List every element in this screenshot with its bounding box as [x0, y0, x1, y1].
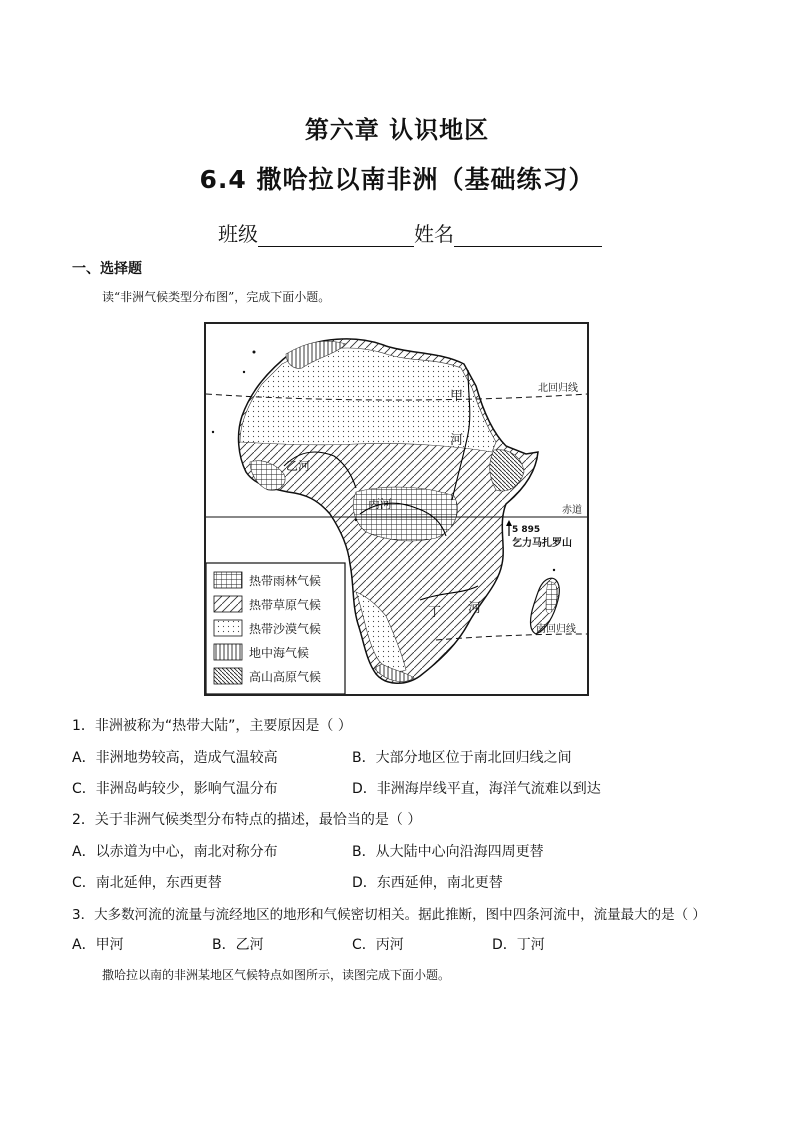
map-legend — [206, 563, 345, 694]
question-2-option-a[interactable]: A．以赤道为中心，南北对称分布 — [72, 844, 278, 860]
peak-elevation-label: 5 895 — [512, 525, 541, 535]
island — [355, 519, 357, 521]
question-1-option-b[interactable]: B．大部分地区位于南北回归线之间 — [352, 750, 572, 766]
question-3-option-c[interactable]: C．丙河 — [352, 937, 404, 953]
name-blank — [454, 224, 602, 247]
question-2-stem: 2．关于非洲气候类型分布特点的描述，最恰当的是（ ） — [72, 812, 422, 828]
river-ding-label: 丁 — [428, 605, 442, 620]
question-3-stem: 3．大多数河流的流量与流经地区的地形和气候密切相关。据此推断，图中四条河流中，流量最大的是（ ） — [72, 907, 706, 923]
map-svg — [206, 324, 587, 694]
river-yi-label: 乙河 — [286, 459, 311, 473]
legend-swatch-grassland — [214, 596, 242, 612]
lesson-title: 6.4 撒哈拉以南非洲（基础练习） — [199, 165, 595, 194]
legend-label-grassland: 热带草原气候 — [249, 598, 322, 612]
river-bing-label: 丙河 — [368, 497, 393, 511]
section-title: 一、选择题 — [72, 261, 142, 277]
peak-name-label: 乞力马扎罗山 — [512, 538, 572, 549]
island — [253, 351, 256, 354]
class-blank — [258, 224, 414, 247]
question-2-option-d[interactable]: D．东西延伸，南北更替 — [352, 875, 503, 891]
question-intro: 读“非洲气候类型分布图”，完成下面小题。 — [102, 290, 331, 304]
river-jia-label: 甲 — [450, 389, 464, 404]
question-intro-2: 撒哈拉以南的非洲某地区气候特点如图所示，读图完成下面小题。 — [102, 968, 451, 982]
question-1-stem: 1．非洲被称为“热带大陆”，主要原因是（ ） — [72, 718, 352, 734]
legend-label-rainforest: 热带雨林气候 — [249, 574, 322, 588]
island — [243, 371, 245, 373]
legend-swatch-rainforest — [214, 572, 242, 588]
question-3-option-a[interactable]: A．甲河 — [72, 937, 124, 953]
tropic-capricorn-label: 南回归线 — [536, 624, 576, 635]
name-label: 姓名 — [414, 222, 454, 246]
question-3-option-b[interactable]: B．乙河 — [212, 937, 264, 953]
question-1-option-c[interactable]: C．非洲岛屿较少，影响气温分布 — [72, 781, 278, 797]
question-1-option-d[interactable]: D．非洲海岸线平直，海洋气流难以到达 — [352, 781, 601, 797]
legend-label-mediterranean: 地中海气候 — [249, 646, 310, 660]
class-label: 班级 — [218, 222, 258, 246]
legend-swatch-mediterranean — [214, 644, 242, 660]
legend-swatch-desert — [214, 620, 242, 636]
equator-label: 赤道 — [562, 505, 582, 516]
question-2-option-b[interactable]: B．从大陆中心向沿海四周更替 — [352, 844, 544, 860]
island — [553, 569, 555, 571]
island — [212, 431, 214, 433]
legend-swatch-highland — [214, 668, 242, 684]
legend-label-highland: 高山高原气候 — [249, 670, 322, 684]
legend-label-desert: 热带沙漠气候 — [249, 622, 322, 636]
river-jia-label-2: 河 — [450, 433, 464, 448]
chapter-title: 第六章 认识地区 — [304, 116, 490, 144]
rainforest-congo — [353, 487, 457, 541]
tropic-cancer-label: 北回归线 — [538, 383, 578, 394]
river-ding-label-2: 河 — [468, 601, 482, 616]
question-3-option-d[interactable]: D．丁河 — [492, 937, 545, 953]
class-name-line — [218, 218, 602, 247]
question-1-option-a[interactable]: A．非洲地势较高，造成气温较高 — [72, 750, 278, 766]
africa-climate-map — [204, 322, 589, 696]
question-2-option-c[interactable]: C．南北延伸，东西更替 — [72, 875, 222, 891]
